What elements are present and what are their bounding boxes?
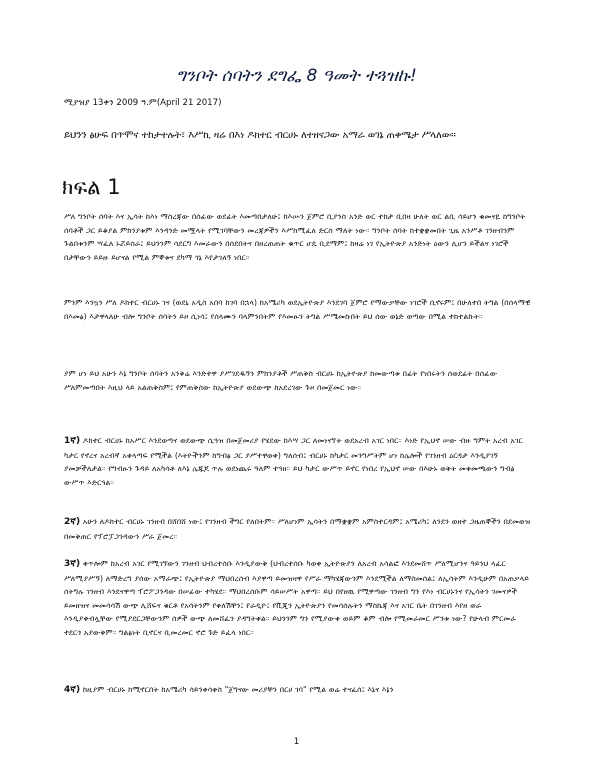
list-marker: 3ኛ) [64, 559, 81, 569]
paragraph-text: ዶክተር ብርሀኑ ከአሥር እንደወጣና ወደውጭ ሲጓዝ በመጀመሪያ የሄደው ከእሣ ጋር ለመነናኘት ወደአረብ አገር ነበር። እነድ የኢህኖ ሠው ብዙ ግምት አረብ አገር ካታር የኖረና አረብኛ አቀላጣፍ የሚችል (እትዮችንም ከግብፅ ጋር ያሥተዋወቀ) ግለሰብ፤ ብርሀኑ ከካታር መንግሥትም ሆነ ከሌሎች የገንዘብ ዕርዳታ እንዲያገኝ ያመቻችለታል። የግብፁን ጉዳይ ለአካሳቶ ለእኔ ሌጁጆ ጥሉ ወደነጨሩ ዓለም ተጓዘ። ይህ ካታር ውሥጥ ይኖር የነበረ የኢህኖ ሠው በእሁኑ ወቅት መቀመጫውን ግብፅ ውሥጥ እድርጓል። [64, 436, 523, 487]
paragraph-text: ከዚያም ብርሀኑ ከሚኖርበት ከአሜሪካ ሳይንቀሳቀስ "ጀግናው መሪያቸን በርሀ ገባ" የሚል ወሬ ተናፈሰ፤ እኔና እኔን [80, 685, 394, 694]
paragraph-text: ያም ሆነ ይህ አሁን እኔ ግንቦት ሰባትን አንቅሬ እንድተዋ ያሥገደዱኝን ምክንያቶች ሥጠቅስ ብርሀኑ ከኢትዮጵያ ከመውጣቱ በፊት የነበሩትን ሰወደፊት በሰፊው ሥለምመጣበት እዚህ ላይ አልጠቅስም፤ የምጠቅሰው ከኢትዮጵያ ወደውጭ ከአደረገው ጉዞ በመጀመር ነው። [64, 369, 498, 392]
intro-paragraph: ይህንን ፅሁፍ በጥሞና ተከታተሉት፣ እሥኪ ዛሬ በእነ ዶክተር ብርሀኑ ለተዘናጋው አማራ ወገኔ ጠቀሜታ ሥላለው። [64, 130, 456, 141]
paragraph-7 [64, 683, 532, 698]
paragraph-5 [64, 515, 532, 543]
paragraph-3 [64, 367, 532, 394]
paragraph-6 [64, 557, 532, 640]
document-title: ግንቦት ሰባትን ደግፌ 8 ዓመት ተጓዝኩ! [176, 66, 417, 86]
paragraph-1 [64, 210, 532, 264]
document-date: ሚያዝያ 13ቀን 2009 ዓ.ም(April 21 2017) [64, 98, 222, 108]
paragraph-text: ሥለ ግንቦት ሰባት እና ኢሳት ከእነ ማስረጃው በሰፊው ወደፊት እመጣበታለሁ፤ ከእሡን ጀምሮ ቢያንስ አንድ ወር ተከታ ቢበዛ ሁለት ወር ልቢ ሳይሆን ቁመናዬ ከግንቦት ሰባቶች ጋር ይቆያል ምክንያቱም እንዳንድ መሟላት የሚገባቸውን መረጃዎችን እሥከሚፈለ ድርስ ማለት ነው። ግንቦት ሰባት ከተቋቋመበት ጊዜ አንሥቶ ገንዘብንም ጉልበቱንም ሣፈለ ኑሯይሰራ፤ ይህንንም ሳደርግ እመራውን በሰደበትና በዘረጠጠት ቁጥር ሆዴ ቢደማም፤ ከዛሬ ነገ የኢትዮጵያ አንድነት ዕውን ሊሆን ይችልና ነገሮች በታቸውን ይይዙ ይሆናል የሚል ምኞቱና ደካማ ጎኔ እየታገለኝ ነበር። [64, 212, 526, 262]
section-heading: ክፍል 1 [62, 175, 121, 199]
paragraph-4 [64, 434, 532, 489]
list-marker: 4ኛ) [64, 685, 81, 695]
paragraph-2 [64, 296, 532, 323]
list-marker: 2ኛ) [64, 517, 81, 527]
paragraph-text: አሁን ለዶክተር ብርሀኑ ገንዘብ በሸበሸ ነው፤ የገንዘብ ችግር የለበትም። ሥለሆነም ኢሳትን በማቋቋም አምስተርዳም፤ አሜሪካ፤ ለንደን ወዘተ ጋዜጠኞችን በደመወዝ በመቅጠር የፕሮፓጋንዳውን ሥራ ጀመረ። [64, 517, 531, 541]
list-marker: 1ኛ) [64, 436, 81, 446]
paragraph-text: ቀጥሎም ከአረብ አገር የሚገኘውን ገንዘብ ህብረተሰቡ እንዲያውቅ (ህብረተሰቡ ካወቀ ኢትዮጵያን ለአረብ አሳልፎ እንደመሸጥ ሥለሚሆንና ዓይንህ ላፈር ሥለሚያሥኝ) ለማድረግ ያሰው አማራጭ፤ የኢትዮጵያ ማህበረሰብ እያዋጣ ይመዝዛዋ የሥራ ማካሄጃውንም እንደሚችል ለማስመሰል፤ ለኢሳትም እንዲሁም በአጠቃላይ ሰትግሉ ገንዘብ እንደናዋጣ ፕሮፖጋንዳው በሠፊው ተካሄደ። ማህበረሰቡም ሳይሠሥት አዋጣ። ይህ በየዘዉ የሚዋጣው ገንዘብ ግን የእነ ብርሀኑንና የኢሳትን ገመናዎች ይመዘዝና መመሳሳሽ ውጭ ሊሸፍና ቁርቶ የአሳትንም የቀለሽቸን፤ የራዲዮ፤ የቪጂን ኢትዮጵያን የመሳሰሉትን ማስኬጃ እና አገር ቤት በገንዘብ እየዘ ወራ እንዲያቀብሏቸው የሚያደርጋቸውንም ሰዎች ውጭ ለመሸፈን ያዳግትቀል። ይህንንም ግን የሚያውቀ ወይም ቆም ብሎ የሚመራመር ሥንቱ ነው? የሁላብ ምርመራ ተደርጎ አያውቅም። ግልፅነት ቢኖርና ቢመረመር ኖሮ ጉድ ይፈላ ነበር። [64, 559, 529, 637]
page-number: 1 [293, 737, 300, 747]
paragraph-text: ምንም እንኳን ሥለ ዶክተር ብርሀኑ ገና (ወደኒ አዲስ አበባ ከገባ በኋላ) ከአሜሪካ ወደኢትዮጵያ እንደገባ ጀምሮ የማውቃቸው ነገሮች ቢኖሩም፤ በሁለተበ ትግል (በሰላማዊ በእመፅ) እታዋላለሁ ብሎ ግንቦት ሰባትን ይዞ ሲነሳ፤ የሰላሙን ባላምንበትም የእመፁን ትግል ሥሜመኩበት ይህ ሰው ወኔድ ወጣው በሚል ተከተልኩት። [64, 298, 531, 321]
